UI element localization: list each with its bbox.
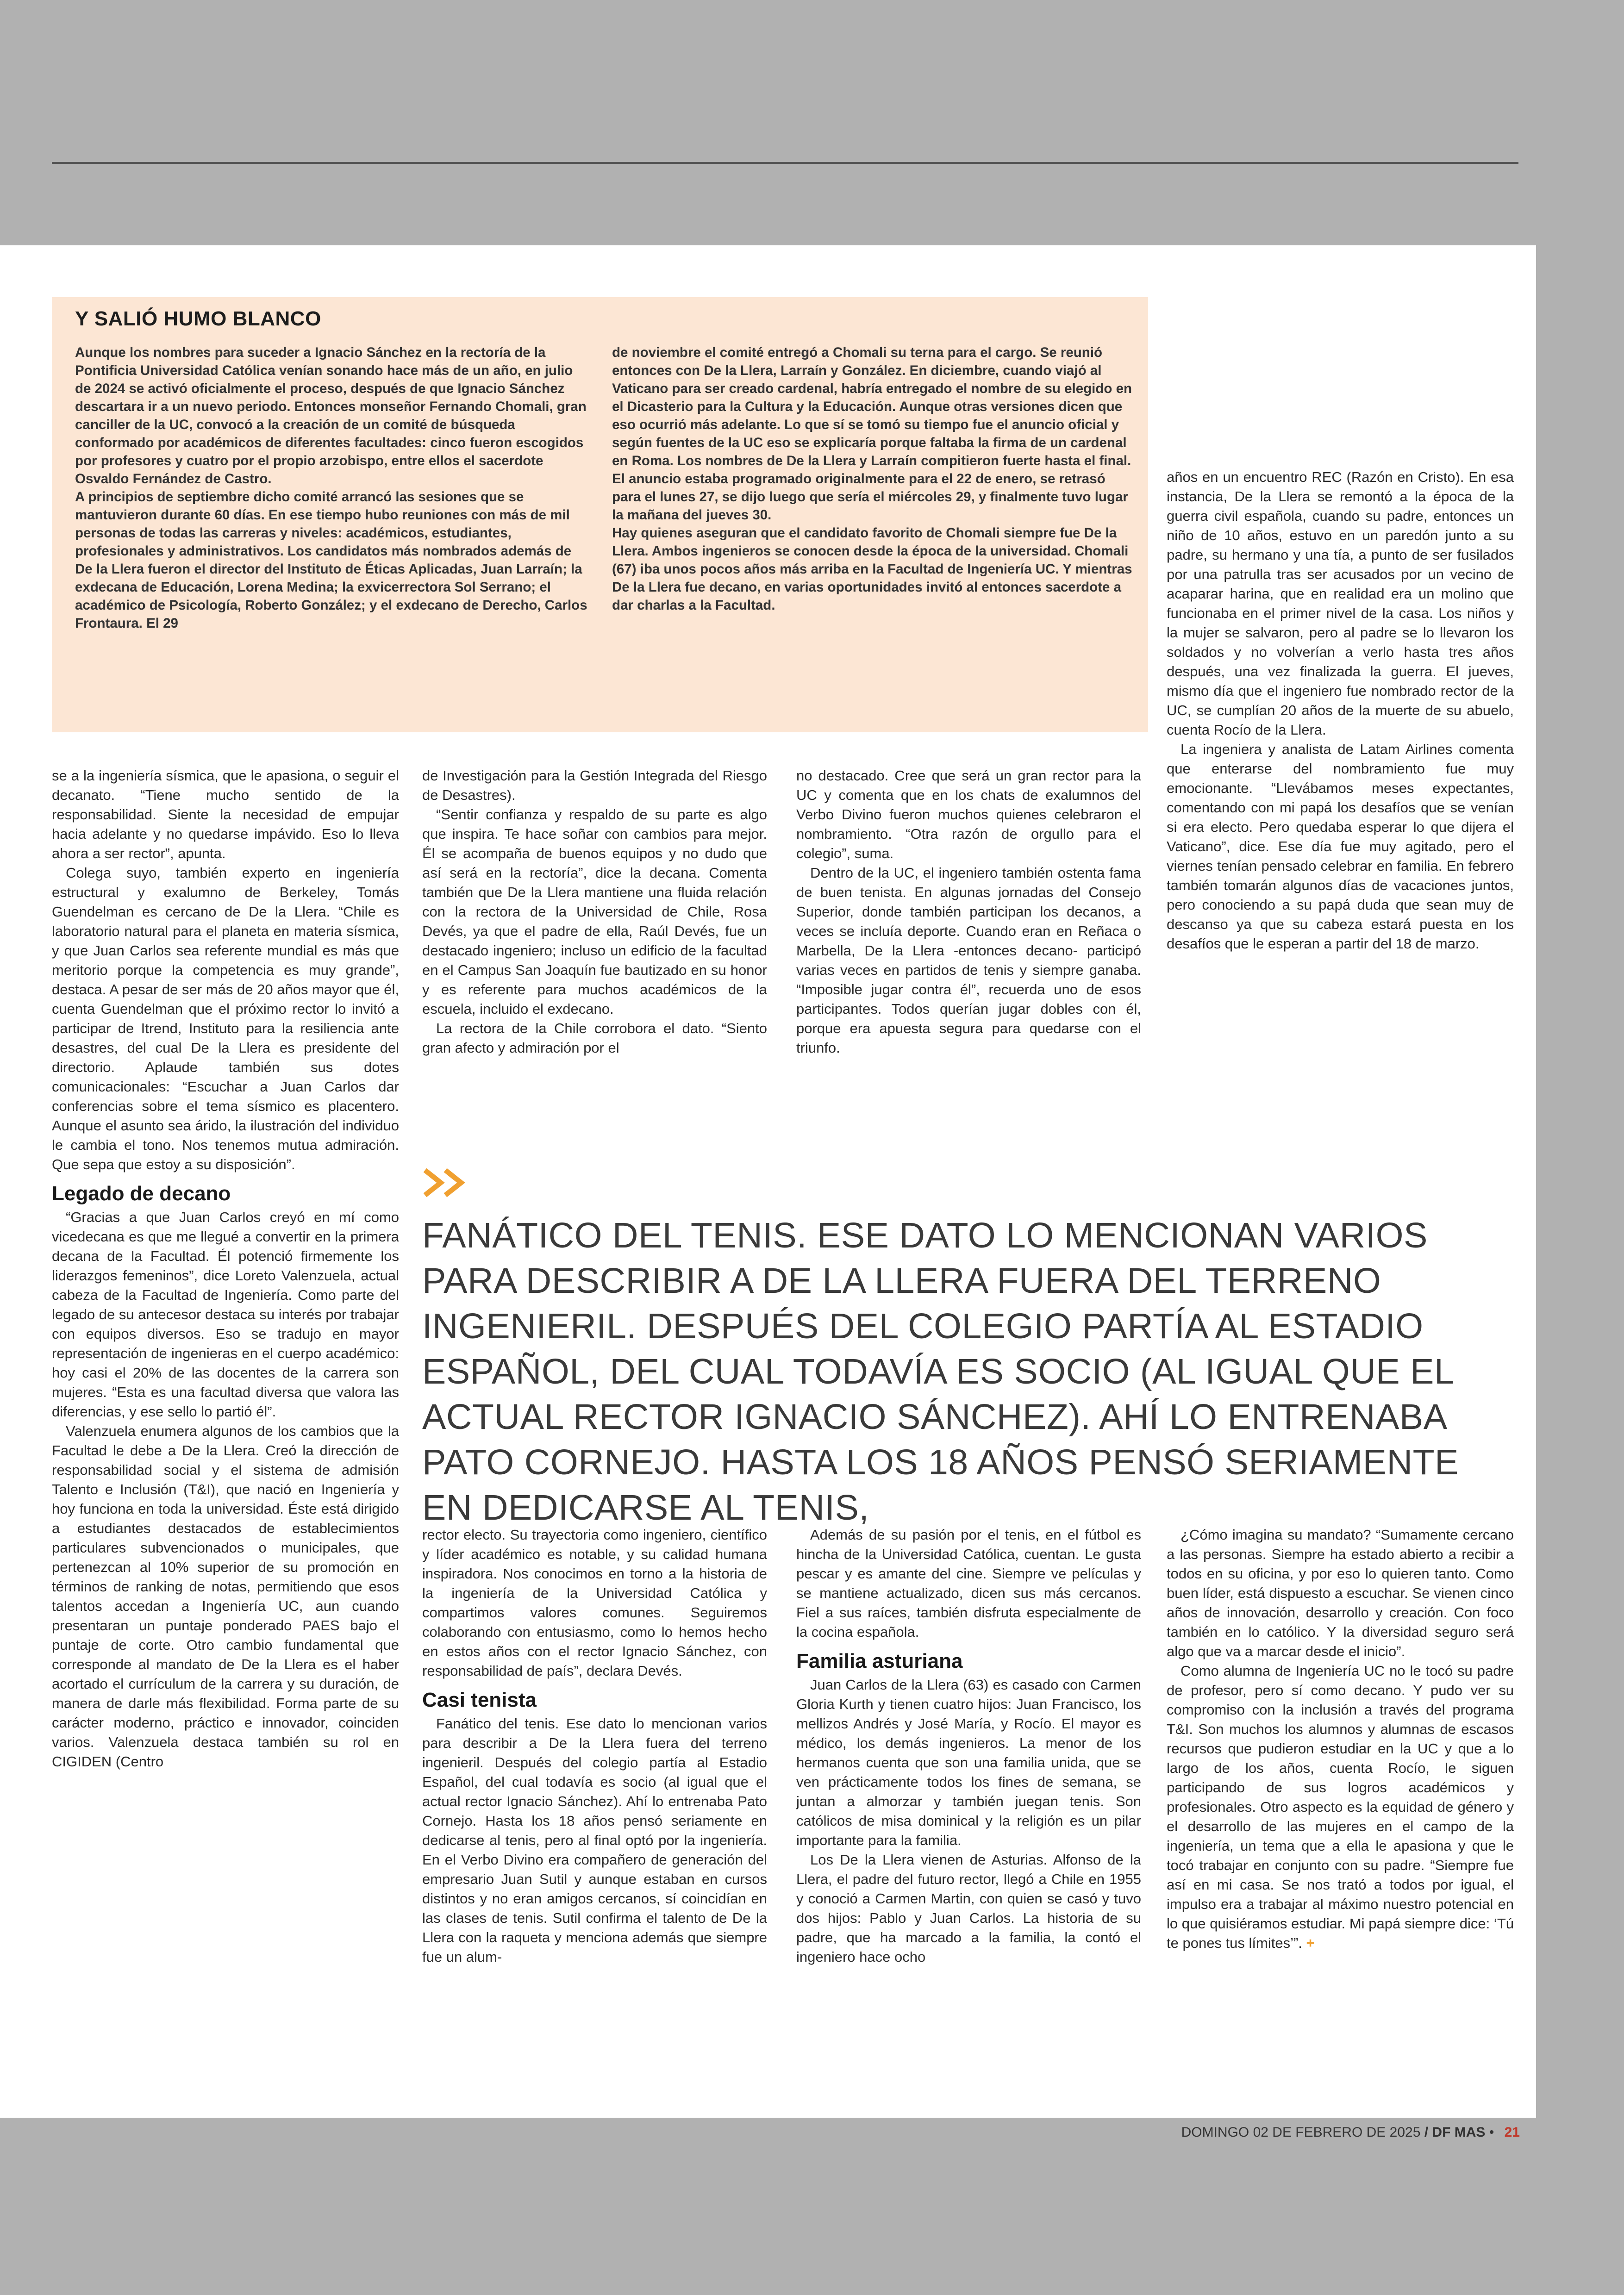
body-paragraph: Los De la Llera vienen de Asturias. Alfonso de la Llera, el padre del futuro rector, llegó a Chile en 1955 y conoció a Carmen Martin, con quien se casó y tuvo dos hijos: Pablo y Juan Carlos. La historia de su padre, que ha marcado a la familia, la contó el ingeniero hace ocho (796, 1852, 1141, 1965)
footer-separator: / (1424, 2125, 1429, 2140)
sidebar-box (52, 297, 1148, 732)
subheading-familia-asturiana: Familia asturiana (796, 1650, 963, 1672)
body-column-4-lower (1167, 1525, 1514, 1953)
body-paragraph: de Investigación para la Gestión Integrada del Riesgo de Desastres). (422, 767, 767, 803)
body-paragraph: “Sentir confianza y respaldo de su parte es algo que inspira. Te hace soñar con cambios para mejor. Él se acompaña de buenos equipos y no dudo que así será en la rectoría”, dice la decana. Comenta también que De la Llera mantiene una fluida relación con la rectora de la Universidad de Chile, Rosa Devés, ya que el padre de ella, Raúl Devés, fue un destacado ingeniero; incluso un edificio de la facultad en el Campus San Joaquín fue bautizado en su honor y es referente para muchos académicos de la escuela, incluido el exdecano. (422, 806, 767, 1017)
sidebar-column-1 (75, 343, 589, 632)
page-footer (1181, 2125, 1520, 2140)
body-paragraph: no destacado. Cree que será un gran rector para la UC y comenta que en los chats de exalumnos del Verbo Divino fueron muchos quienes celebraron el nombramiento. “Otra razón de orgullo para el colegio”, suma. (796, 767, 1141, 861)
body-text: Como alumna de Ingeniería UC no le tocó su padre de profesor, pero sí como decano. Y pudo ver su compromiso con la inclusión a través del programa T&I. Son muchos los alumnos y alumnas de escasos recursos que pudieron estudiar en la UC y que a lo largo de los años, cuenta Rocío, le siguen participando de sus logros académicos y profesionales. Otro aspecto es la equidad de género y el desarrollo de las mujeres en el campo de la ingeniería, un tema que a ella le apasiona y que le tocó trabajar en conjunto con su padre. “Siempre fue así en mi casa. Se nos trató a todos por igual, el impulso era a trabajar al máximo nuestro potencial en lo que quisiéramos estudiar. Mi papá siempre dice: ‘Tú te pones tus límites’”. (1167, 1663, 1514, 1951)
body-paragraph: “Gracias a que Juan Carlos creyó en mí como vicedecana es que me llegué a convertir en la primera decana de la Facultad. Él potenció firmemente los liderazgos femeninos”, dice Loreto Valenzuela, actual cabeza de la Facultad de Ingeniería. Como parte del legado de su antecesor destaca su interés por trabajar con equipos diversos. Eso se tradujo en mayor representación de ingenieras en el cuerpo académico: hoy casi el 20% de las docentes de la carrera son mujeres. “Esta es una facultad diversa que valora las diferencias, y ese sello lo partió él”. (52, 1209, 399, 1420)
body-paragraph: rector electo. Su trayectoria como ingeniero, científico y líder académico es notable, y su calidad humana inspiradora. Nos conocimos en torno a la historia de la ingeniería de la Universidad Católica y compartimos valores comunes. Seguiremos colaborando con entusiasmo, como lo hemos hecho en estos años con el rector Ignacio Sánchez, con responsabilidad de país”, declara Devés. (422, 1527, 767, 1679)
sidebar-paragraph: de noviembre el comité entregó a Chomali su terna para el cargo. Se reunió entonces con De la Llera, Larraín y González. En diciembre, cuando viajó al Vaticano para ser creado cardenal, habría entregado el nombre de su elegido en el Dicasterio para la Cultura y la Educación. Aunque otras versiones dicen que eso ocurrió más adelante. Lo que sí se tomó su tiempo fue el anuncio oficial y según fuentes de la UC eso se explicaría porque faltaba la firma de un cardenal en Roma. Los nombres de De la Llera y Larraín compitieron fuerte hasta el final. (612, 345, 1132, 468)
sidebar-title: Y SALIÓ HUMO BLANCO (75, 307, 321, 330)
body-paragraph: La ingeniera y analista de Latam Airlines comenta que enterarse del nombramiento fue muy emocionante. “Llevábamos meses expectantes, comentando con mi papá los desafíos que se venían si era electo. Pero quedaba esperar lo que dijera el Vaticano”, dice. Ese día fue muy agitado, pero el viernes tenían pensado celebrar en familia. En febrero también tomarán algunos días de vacaciones juntos, pero conociendo a su papá duda que sean muy de descanso ya que su cabeza estará puesta en los desafíos que le esperan a partir del 18 de marzo. (1167, 741, 1514, 952)
double-chevron-icon (422, 1166, 468, 1199)
body-paragraph: Dentro de la UC, el ingeniero también ostenta fama de buen tenista. En algunas jornadas del Consejo Superior, donde también participan los decanos, a veces se incluía deporte. Cuando eran en Reñaca o Marbella, De la Llera -entonces decano- participó varias veces en partidos de tenis y siempre ganaba. “Imposible jugar contra él”, recuerda uno de esos participantes. Todos querían jugar dobles con él, porque era apuesta segura para quedarse con el triunfo. (796, 865, 1141, 1056)
body-paragraph: ¿Cómo imagina su mandato? “Sumamente cercano a las personas. Siempre ha estado abierto a recibir a todos en su oficina, y por eso lo quieren tanto. Como buen líder, está dispuesto a escuchar. Se vienen cinco años de innovación, desarrollo y creación. Con foco también en lo católico. Y la diversidad seguro será algo que va a marcar desde el inicio”. (1167, 1527, 1514, 1659)
pull-quote: FANÁTICO DEL TENIS. ESE DATO LO MENCIONAN VARIOS PARA DESCRIBIR A DE LA LLERA FUERA DEL TERRENO INGENIERIL. DESPUÉS DEL COLEGIO PARTÍA AL ESTADIO ESPAÑOL, DEL CUAL TODAVÍA ES SOCIO (AL IGUAL QUE EL ACTUAL RECTOR IGNACIO SÁNCHEZ). AHÍ LO ENTRENABA PATO CORNEJO. HASTA LOS 18 AÑOS PENSÓ SERIAMENTE EN DEDICARSE AL TENIS, (422, 1216, 1459, 1528)
body-paragraph: Colega suyo, también experto en ingeniería estructural y exalumno de Berkeley, Tomás Guendelman es cercano de De la Llera. “Chile es laboratorio natural para el planeta en materia sísmica, y que Juan Carlos sea referente mundial es más que meritorio porque la competencia es muy grande”, destaca. A pesar de ser más de 20 años mayor que él, cuenta Guendelman que el próximo rector lo invitó a participar de Itrend, Instituto para la resiliencia ante desastres, del cual De la Llera es presidente del directorio. Aplaude también sus dotes comunicacionales: “Escuchar a Juan Carlos dar conferencias sobre el tema sísmico es placentero. Aunque el asunto sea árido, la ilustración del individuo le cambia el tono. Nos tenemos mutua admiración. Que sepa que estoy a su disposición”. (52, 865, 399, 1172)
page-number: 21 (1504, 2125, 1520, 2140)
end-mark-icon: + (1306, 1935, 1315, 1951)
sidebar-paragraph: El anuncio estaba programado originalmente para el 22 de enero, se retrasó para el lunes 27, se dijo luego que sería el miércoles 29, y finalmente tuvo lugar la mañana del jueves 30. (612, 471, 1128, 523)
body-paragraph: Juan Carlos de la Llera (63) es casado con Carmen Gloria Kurth y tienen cuatro hijos: Juan Francisco, los mellizos Andrés y José María, y Rocío. El mayor es médico, los demás ingenieros. La menor de los hermanos cuenta que son una familia unida, que se ven prácticamente todos los fines de semana, se juntan a almorzar y también juegan tenis. Son católicos de misa dominical y la religión es un pilar importante para la familia. (796, 1677, 1141, 1848)
subheading-casi-tenista: Casi tenista (422, 1689, 537, 1711)
magazine-page (0, 245, 1536, 2118)
subheading-legado: Legado de decano (52, 1182, 231, 1205)
body-paragraph: Valenzuela enumera algunos de los cambios que la Facultad le debe a De la Llera. Creó la dirección de responsabilidad social y el sistema de admisión Talento e Inclusión (T&I), que nació en Ingeniería y hoy funciona en toda la universidad. Éste está dirigido a estudiantes destacados de establecimientos particulares subvencionados o municipales, que pertenezcan al 10% superior de su promoción en términos de ranking de notas, permitiendo que esos talentos accedan a Ingeniería UC, aun cuando presentaran un puntaje ponderado PAES bajo el puntaje de corte. Otro cambio fundamental que corresponde al mandato de De la Llera es el haber acortado el currículum de la carrera y su duración, de manera de darle más flexibilidad. Forma parte de su carácter moderno, práctico e innovador, coinciden varios. Valenzuela destaca también su rol en CIGIDEN (Centro (52, 1423, 399, 1770)
body-paragraph: La rectora de la Chile corrobora el dato. “Siento gran afecto y admiración por el (422, 1020, 767, 1056)
sidebar-paragraph: Hay quienes aseguran que el candidato favorito de Chomali siempre fue De la Llera. Ambos ingenieros se conocen desde la época de la universidad. Chomali (67) iba unos pocos años más arriba en la Facultad de Ingeniería UC. Y mientras De la Llera fue decano, en varias oportunidades invitó al entonces sacerdote a dar charlas a la Facultad. (612, 525, 1132, 613)
footer-dot: • (1489, 2125, 1494, 2140)
footer-section: DF MAS (1432, 2125, 1486, 2140)
sidebar-paragraph: Aunque los nombres para suceder a Ignacio Sánchez en la rectoría de la Pontificia Universidad Católica venían sonando hace más de un año, en julio de 2024 se activó oficialmente el proceso, después de que Ignacio Sánchez descartara ir a un nuevo periodo. Entonces monseñor Fernando Chomali, gran canciller de la UC, convocó a la creación de un comité de búsqueda conformado por académicos de diferentes facultades: cinco fueron escogidos por profesores y cuatro por el propio arzobispo, entre ellos el sacerdote Osvaldo Fernández de Castro. (75, 345, 587, 486)
body-column-2-lower (422, 1525, 767, 1967)
body-paragraph (1167, 1661, 1514, 1953)
body-paragraph: Fanático del tenis. Ese dato lo mencionan varios para describir a De la Llera fuera del terreno ingenieril. Después del colegio partía al Estadio Español, del cual todavía es socio (al igual que el actual rector Ignacio Sánchez). Ahí lo entrenaba Pato Cornejo. Hasta los 18 años pensó seriamente en dedicarse al tenis, pero al final optó por la ingeniería. En el Verbo Divino era compañero de generación del empresario Juan Sutil y aunque estaban en cursos distintos y no eran amigos cercanos, sí coincidían en las clases de tenis. Sutil confirma el talento de De la Llera con la raqueta y menciona además que siempre fue un alum- (422, 1715, 767, 1965)
body-column-4 (1167, 468, 1514, 954)
body-column-3 (796, 766, 1141, 1058)
body-paragraph: se a la ingeniería sísmica, que le apasiona, o seguir el decanato. “Tiene mucho sentido de la responsabilidad. Siente la necesidad de empujar hacia adelante y no quedarse impávido. Eso lo lleva ahora a ser rector”, apunta. (52, 767, 399, 861)
sidebar-paragraph: A principios de septiembre dicho comité arrancó las sesiones que se mantuvieron durante 60 días. En ese tiempo hubo reuniones con más de mil personas de todas las carreras y niveles: académicos, estudiantes, profesionales y administrativos. Los candidatos más nombrados además de De la Llera fueron el director del Instituto de Éticas Aplicadas, Juan Larraín; la exdecana de Educación, Lorena Medina; la exvicerrectora Sol Serrano; el académico de Psicología, Roberto González; y el exdecano de Derecho, Carlos Frontaura. El 29 (75, 489, 587, 631)
body-column-2 (422, 766, 767, 1058)
body-column-1 (52, 766, 399, 1771)
sidebar-column-2 (612, 343, 1133, 614)
body-paragraph: años en un encuentro REC (Razón en Cristo). En esa instancia, De la Llera se remontó a la época de la guerra civil española, cuando su padre, entonces un niño de 10 años, estuvo en un paredón junto a su padre, su hermano y una tía, a punto de ser fusilados por una patrulla tras ser acusados por un vecino de acaparar harina, que en realidad era un molino que funcionaba en el primer nivel de la casa. Los niños y la mujer se salvaron, pero al padre se lo llevaron los soldados y no volverían a verlo hasta tres años después, una vez finalizada la guerra. El jueves, mismo día que el ingeniero fue nombrado rector de la UC, se cumplían 20 años de la muerte de su abuelo, cuenta Rocío de la Llera. (1167, 469, 1514, 738)
footer-date: DOMINGO 02 DE FEBRERO DE 2025 (1181, 2125, 1421, 2140)
body-paragraph: Además de su pasión por el tenis, en el fútbol es hincha de la Universidad Católica, cuentan. Le gusta pescar y es amante del cine. Siempre ve películas y se mantiene actualizado, dicen sus más cercanos. Fiel a sus raíces, también disfruta especialmente de la cocina española. (796, 1527, 1141, 1640)
top-rule (52, 162, 1518, 164)
body-column-3-lower (796, 1525, 1141, 1967)
